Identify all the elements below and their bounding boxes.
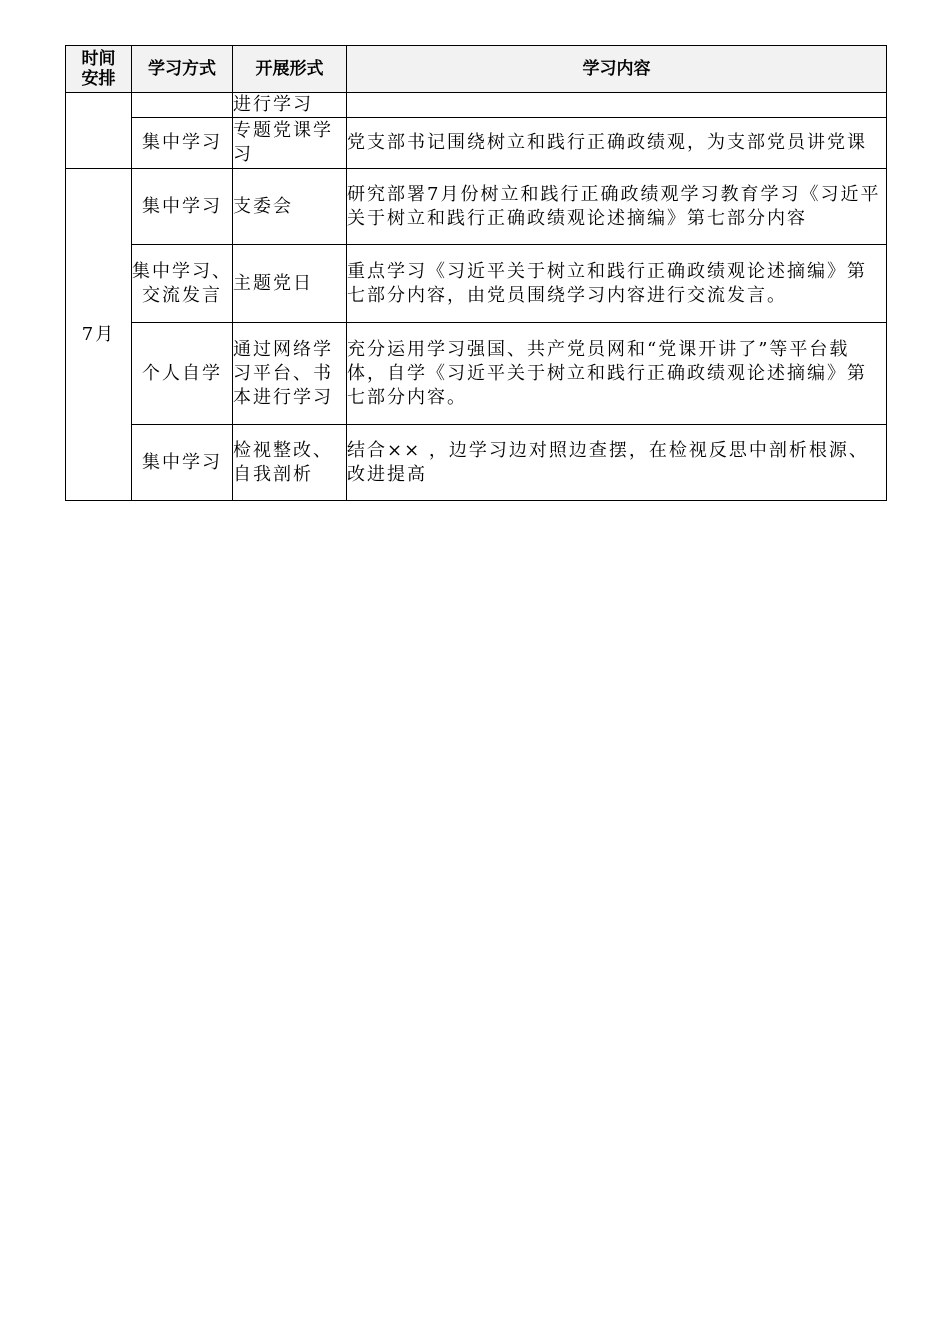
header-form: 开展形式 xyxy=(233,46,347,93)
header-time: 时间 安排 xyxy=(66,46,132,93)
method-cell xyxy=(132,93,233,118)
form-cell: 专题党课学习 xyxy=(233,118,347,169)
method-cell: 集中学习、交流发言 xyxy=(132,245,233,323)
content-cell: 充分运用学习强国、共产党员网和“党课开讲了”等平台载体，自学《习近平关于树立和践行正确政绩观论述摘编》第七部分内容。 xyxy=(347,323,887,425)
form-cell: 进行学习 xyxy=(233,93,347,118)
time-cell-previous xyxy=(66,93,132,169)
table-row xyxy=(66,93,887,118)
content-cell: 重点学习《习近平关于树立和践行正确政绩观论述摘编》第七部分内容，由党员围绕学习内容进行交流发言。 xyxy=(347,245,887,323)
table-row xyxy=(66,245,887,323)
method-cell: 集中学习 xyxy=(132,118,233,169)
header-method: 学习方式 xyxy=(132,46,233,93)
form-cell: 通过网络学习平台、书本进行学习 xyxy=(233,323,347,425)
study-plan-table xyxy=(65,45,887,501)
content-cell: 党支部书记围绕树立和践行正确政绩观，为支部党员讲党课 xyxy=(347,118,887,169)
form-cell: 检视整改、自我剖析 xyxy=(233,425,347,501)
table-row xyxy=(66,425,887,501)
table-row xyxy=(66,169,887,245)
method-cell: 集中学习 xyxy=(132,425,233,501)
method-cell: 个人自学 xyxy=(132,323,233,425)
table-header-row xyxy=(66,46,887,93)
time-cell-july: 7月 xyxy=(66,169,132,501)
method-cell: 集中学习 xyxy=(132,169,233,245)
form-cell: 支委会 xyxy=(233,169,347,245)
content-cell xyxy=(347,93,887,118)
table-row xyxy=(66,118,887,169)
content-cell: 结合×× ，边学习边对照边查摆，在检视反思中剖析根源、改进提高 xyxy=(347,425,887,501)
table-row xyxy=(66,323,887,425)
header-content: 学习内容 xyxy=(347,46,887,93)
form-cell: 主题党日 xyxy=(233,245,347,323)
content-cell: 研究部署7月份树立和践行正确政绩观学习教育学习《习近平关于树立和践行正确政绩观论述摘编》第七部分内容 xyxy=(347,169,887,245)
